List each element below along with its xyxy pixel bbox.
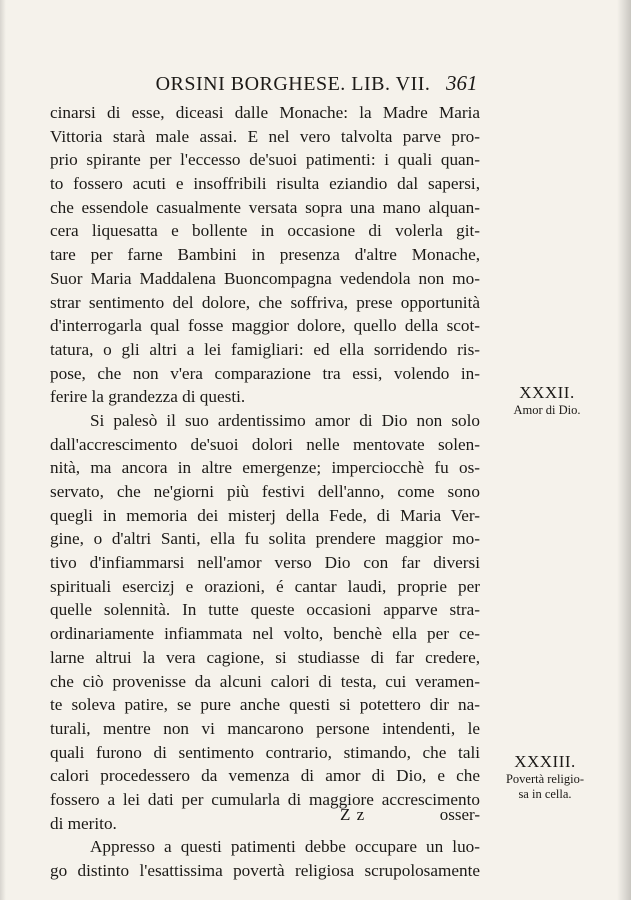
text-line: ferire la grandezza di questi.	[50, 387, 246, 407]
page-number: 361	[446, 71, 478, 95]
text-line: gine, o d'altri Santi, ella fu solita prendere maggior mo-	[50, 529, 480, 549]
signature-mark: Z z	[340, 805, 366, 824]
margin-note-xxxii	[494, 383, 600, 418]
footer-line	[50, 805, 480, 829]
margin-note-label: sa in cella.	[518, 787, 572, 801]
text-line: Suor Maria Maddalena Buoncompagna vedendola non mo-	[50, 268, 480, 288]
catchword: osser-	[439, 805, 480, 824]
text-line: to fossero acuti e insoffribili risulta eziandio dal sapersi,	[50, 174, 480, 194]
text-line: che ciò provenisse da alcuni calori di testa, cui veramen-	[50, 671, 480, 691]
text-line: cinarsi di esse, diceasi dalle Monache: la Madre Maria	[50, 103, 480, 122]
text-line: nità, ma ancora in altre emergenze; imperciocchè fu os-	[50, 458, 480, 478]
margin-note-xxxiii	[490, 752, 600, 802]
margin-note-number: XXXIII.	[514, 752, 576, 771]
text-line: turali, mentre non vi mancarono persone intendenti, le	[50, 718, 480, 738]
running-head: ORSINI BORGHESE. LIB. VII.	[155, 73, 431, 95]
text-line: quelle solennità. In tutte queste occasioni apparve stra-	[50, 600, 480, 620]
paragraph-start-line: Si palesò il suo ardentissimo amor di Dio non solo	[90, 410, 480, 430]
text-line: Vittoria starà male assai. E nel vero talvolta parve pro-	[50, 126, 480, 146]
text-line: dall'accrescimento de'suoi dolori nelle mentovate solen-	[50, 434, 480, 454]
text-line: d'interrogarla qual fosse maggior dolore, quello della scot-	[50, 316, 480, 336]
text-line: di merito.	[50, 813, 117, 833]
margin-note-label: Amor di Dio.	[513, 403, 581, 417]
text-line: pose, che non v'era comparazione tra essi, volendo in-	[50, 363, 480, 383]
text-line: te soleva patire, se pure anche questi si potettero dir na-	[50, 695, 480, 715]
text-line: tivo d'infiammarsi nell'amor verso Dio con far diversi	[50, 553, 480, 573]
text-line: tare per farne Bambini in presenza d'altre Monache,	[50, 245, 480, 265]
text-line: spirituali esercizj e orazioni, é cantar laudi, proprie per	[50, 576, 480, 596]
text-line: servato, che ne'giorni più festivi dell'anno, come sono	[50, 482, 480, 501]
text-line: strar sentimento del dolore, che soffriva, prese opportunità	[50, 292, 480, 312]
text-line: larne altrui la vera cagione, si studiasse di far credere,	[50, 647, 480, 667]
margin-note-label: Povertà religio-	[505, 772, 585, 786]
text-line: prio spirante per l'eccesso de'suoi patimenti: i quali quan-	[50, 150, 480, 170]
text-line: ordinariamente infiammata nel volto, benchè ella per ce-	[50, 624, 480, 644]
paragraph-start-line: Appresso a questi patimenti debbe occupare un luo-	[90, 837, 480, 857]
text-line: quegli in memoria dei misterj della Fede, di Maria Ver-	[50, 505, 480, 525]
text-line: che essendole casualmente versata sopra una mano alquan-	[50, 197, 480, 217]
page-spine-shadow	[617, 0, 631, 900]
text-line: fossero a lei dati per cumularla di maggiore accrescimento	[50, 789, 480, 809]
margin-note-number: XXXII.	[519, 383, 575, 402]
text-line: cera liquesatta e bollente in occasione di volerla git-	[50, 221, 480, 241]
text-line: quali furono di sentimento contrario, stimando, che tali	[50, 742, 480, 762]
page-left-edge	[0, 0, 6, 900]
text-line: go distinto l'esattissima povertà religiosa scrupolosamente	[50, 861, 480, 880]
body-text	[50, 101, 480, 883]
text-line: tatura, o gli altri a lei famigliari: ed ella sorridendo ris-	[50, 339, 480, 359]
text-line: calori procedessero da vemenza di amor di Dio, e che	[50, 766, 480, 786]
